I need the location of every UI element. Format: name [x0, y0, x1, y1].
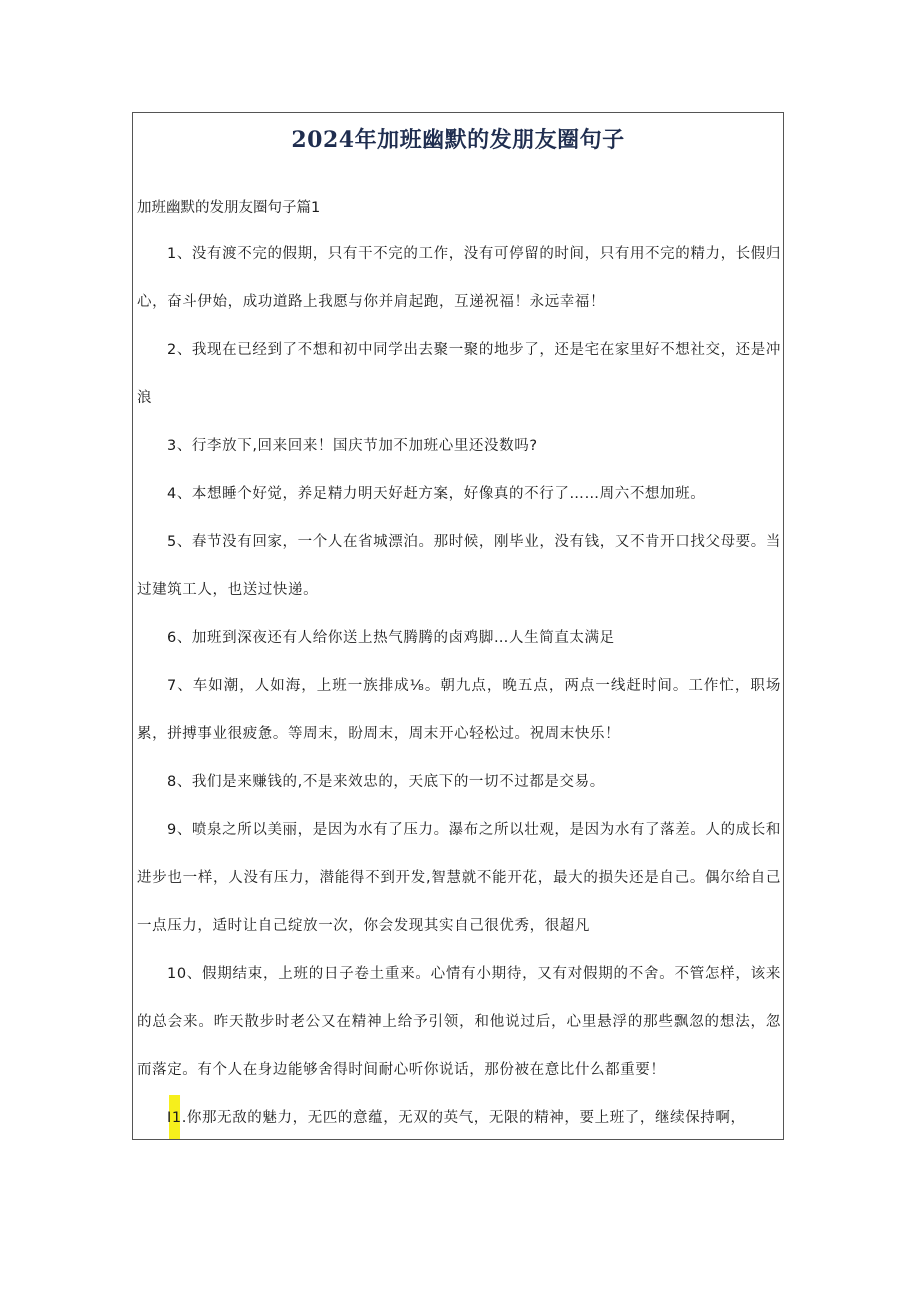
paragraph-4: 4、本想睡个好觉，养足精力明天好赶方案，好像真的不行了……周六不想加班。 [167, 486, 706, 502]
document-page [132, 112, 784, 1140]
paragraph-10: 10、假期结束，上班的日子卷土重来。心情有小期待，又有对假期的不舍。不管怎样，该来的总会来。昨天散步时老公又在精神上给予引领，和他说过后，心里悬浮的那些飘忽的想法，忽而落定。有个人在身边能够舍得时间耐心听你说话，那份被在意比什么都重要！ [137, 966, 781, 1078]
document-title: 2024年加班幽默的发朋友圈句子 [291, 127, 625, 153]
paragraph-9: 9、喷泉之所以美丽，是因为水有了压力。瀑布之所以壮观，是因为水有了落差。人的成长和进步也一样，人没有压力，潜能得不到开发,智慧就不能开花，最大的损失还是自己。偶尔给自己一点压力，适时让自己绽放一次，你会发现其实自己很优秀，很超凡 [137, 822, 781, 934]
paragraph-6: 6、加班到深夜还有人给你送上热气腾腾的卤鸡脚…人生简直太满足 [167, 630, 615, 646]
paragraph-1: 1、没有渡不完的假期，只有干不完的工作，没有可停留的时间，只有用不完的精力，长假归心，奋斗伊始，成功道路上我愿与你并肩起跑，互递祝福！永远幸福！ [137, 246, 781, 310]
paragraph-2: 2、我现在已经到了不想和初中同学出去聚一聚的地步了，还是宅在家里好不想社交，还是冲浪 [137, 342, 781, 406]
paragraph-7: 7、车如潮，人如海，上班一族排成⅛。朝九点，晚五点，两点一线赶时间。工作忙，职场累，拼搏事业很疲惫。等周末，盼周末，周末开心轻松过。祝周末快乐！ [137, 678, 781, 742]
section-heading: 加班幽默的发朋友圈句子篇1 [137, 200, 321, 216]
paragraph-5: 5、春节没有回家，一个人在省城漂泊。那时候，刚毕业，没有钱，又不肯开口找父母要。当过建筑工人，也送过快递。 [137, 534, 781, 598]
paragraph-11: I1.你那无敌的魅力，无匹的意蕴，无双的英气，无限的精神，要上班了，继续保持啊， [167, 1110, 746, 1126]
paragraph-3: 3、行李放下,回来回来！国庆节加不加班心里还没数吗? [167, 438, 538, 454]
paragraph-8: 8、我们是来赚钱的,不是来效忠的，天底下的一切不过都是交易。 [167, 774, 605, 790]
